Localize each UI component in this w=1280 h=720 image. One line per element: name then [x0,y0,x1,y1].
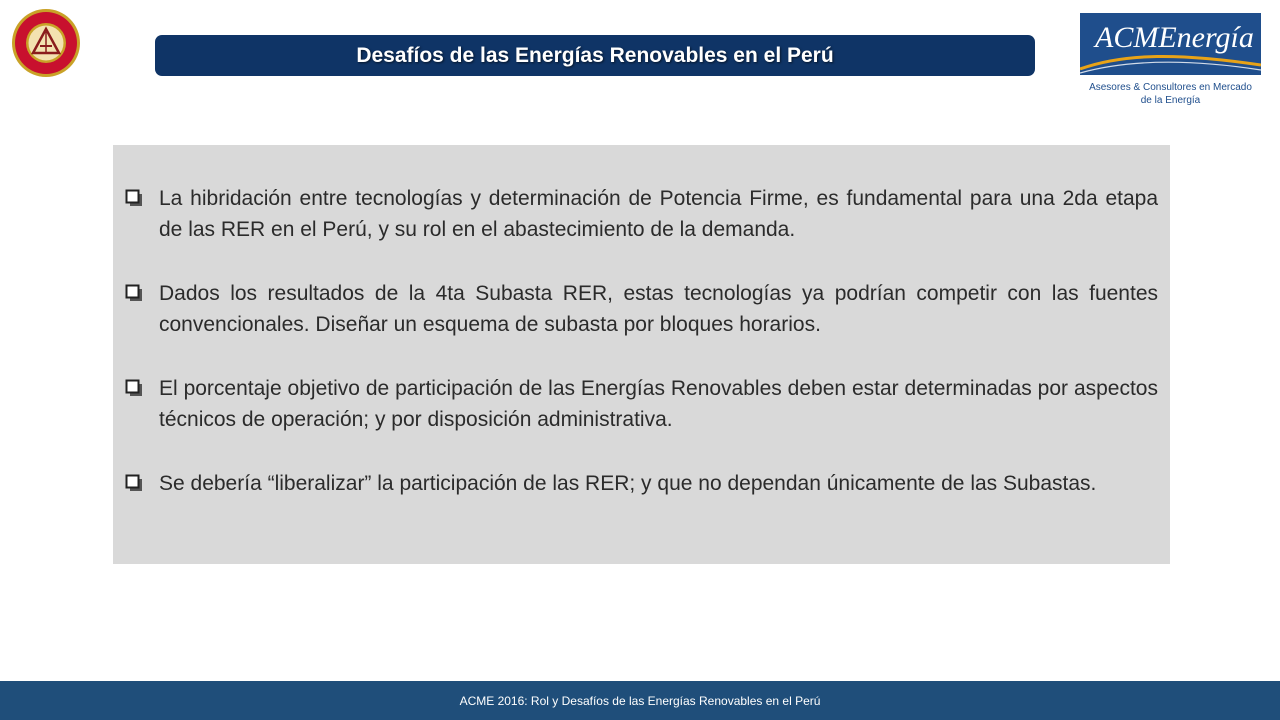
bullet-item [125,183,1158,245]
brand-tagline-line2: de la Energía [1140,95,1201,106]
bullet-item [125,373,1158,435]
college-seal-logo [11,8,81,78]
title-bar [155,35,1035,76]
brand-tagline-line1: Asesores & Consultores en Mercado [1089,82,1252,93]
bullet-item [125,278,1158,340]
footer-bar [0,681,1280,720]
bullet-text: Dados los resultados de la 4ta Subasta RER, estas tecnologías ya podrían competir con las fuentes convencionales. Diseñar un esquema de subasta por bloques horarios. [159,282,1158,336]
hollow-square-checkbox-icon [125,474,143,492]
hollow-square-checkbox-icon [125,189,143,207]
brand-name: ACMEnergía [1095,21,1254,54]
college-of-engineers-seal-icon [11,8,81,78]
page-title: Desafíos de las Energías Renovables en el Perú [356,43,834,67]
hollow-square-checkbox-icon [125,379,143,397]
acmenergia-logo [1080,13,1261,75]
bullet-item [125,468,1158,499]
footer-text: ACME 2016: Rol y Desafíos de las Energías Renovables en el Perú [459,693,821,708]
bullet-text: Se debería “liberalizar” la participación de las RER; y que no dependan únicamente de las Subastas. [159,472,1097,495]
bullet-list [125,183,1158,499]
hollow-square-checkbox-icon [125,284,143,302]
bullet-text: El porcentaje objetivo de participación de las Energías Renovables deben estar determinadas por aspectos técnicos de operación; y por disposición administrativa. [159,377,1158,431]
content-box [113,145,1170,564]
brand-tagline [1080,81,1261,107]
bullet-text: La hibridación entre tecnologías y determinación de Potencia Firme, es fundamental para una 2da etapa de las RER en el Perú, y su rol en el abastecimiento de la demanda. [159,187,1158,241]
